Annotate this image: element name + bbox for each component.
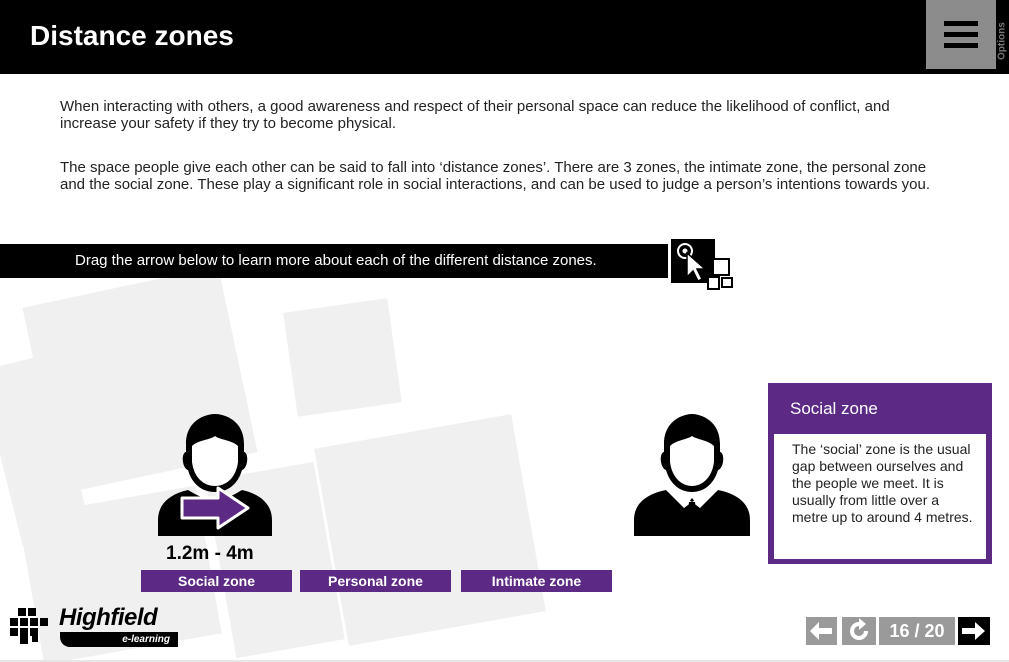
zone-info-body: The ‘social’ zone is the usual gap between ourselves and the people we meet. It is usually from little over a metre up to around 4 metres. (774, 434, 986, 559)
zone-info-panel (768, 383, 992, 564)
instruction-banner: Drag the arrow below to learn more about each of the different distance zones. (0, 244, 668, 278)
reload-icon (842, 617, 876, 645)
person-right-icon (634, 412, 750, 536)
page-title: Distance zones (30, 20, 234, 51)
highfield-logo (10, 606, 180, 650)
arrow-left-icon (806, 617, 837, 645)
logo-grid-icon (10, 608, 50, 644)
drag-cursor-icon (671, 239, 735, 293)
background-shape (283, 298, 402, 417)
personal-zone-button[interactable]: Personal zone (300, 570, 451, 592)
next-page-button[interactable] (958, 617, 990, 645)
reload-page-button[interactable] (842, 617, 876, 645)
zones-paragraph: The space people give each other can be said to fall into ‘distance zones’. There are 3 zones, the intimate zone, the personal zone and the social zone. These play a significant role in social interactions, and can be used to judge a person’s intentions towards you. (60, 159, 930, 193)
intro-paragraph: When interacting with others, a good awareness and respect of their personal space can reduce the likelihood of conflict, and increase your safety if they try to become physical. (60, 98, 890, 132)
logo-subtext: e-learning (60, 632, 178, 647)
distance-label: 1.2m - 4m (166, 543, 254, 564)
page-indicator: 16 / 20 (879, 617, 955, 645)
arrow-right-icon (958, 617, 990, 645)
zone-info-title: Social zone (790, 399, 878, 418)
drag-arrow-icon[interactable] (180, 486, 252, 530)
previous-page-button[interactable] (806, 617, 837, 645)
header-bar (0, 0, 1009, 74)
social-zone-button[interactable]: Social zone (141, 570, 292, 592)
background-shape (314, 414, 546, 646)
person-left-icon (158, 412, 272, 536)
hamburger-menu-icon[interactable] (926, 0, 996, 69)
options-tab[interactable]: Options (996, 22, 1008, 60)
logo-text: Highfield (59, 604, 158, 631)
intimate-zone-button[interactable]: Intimate zone (461, 570, 612, 592)
